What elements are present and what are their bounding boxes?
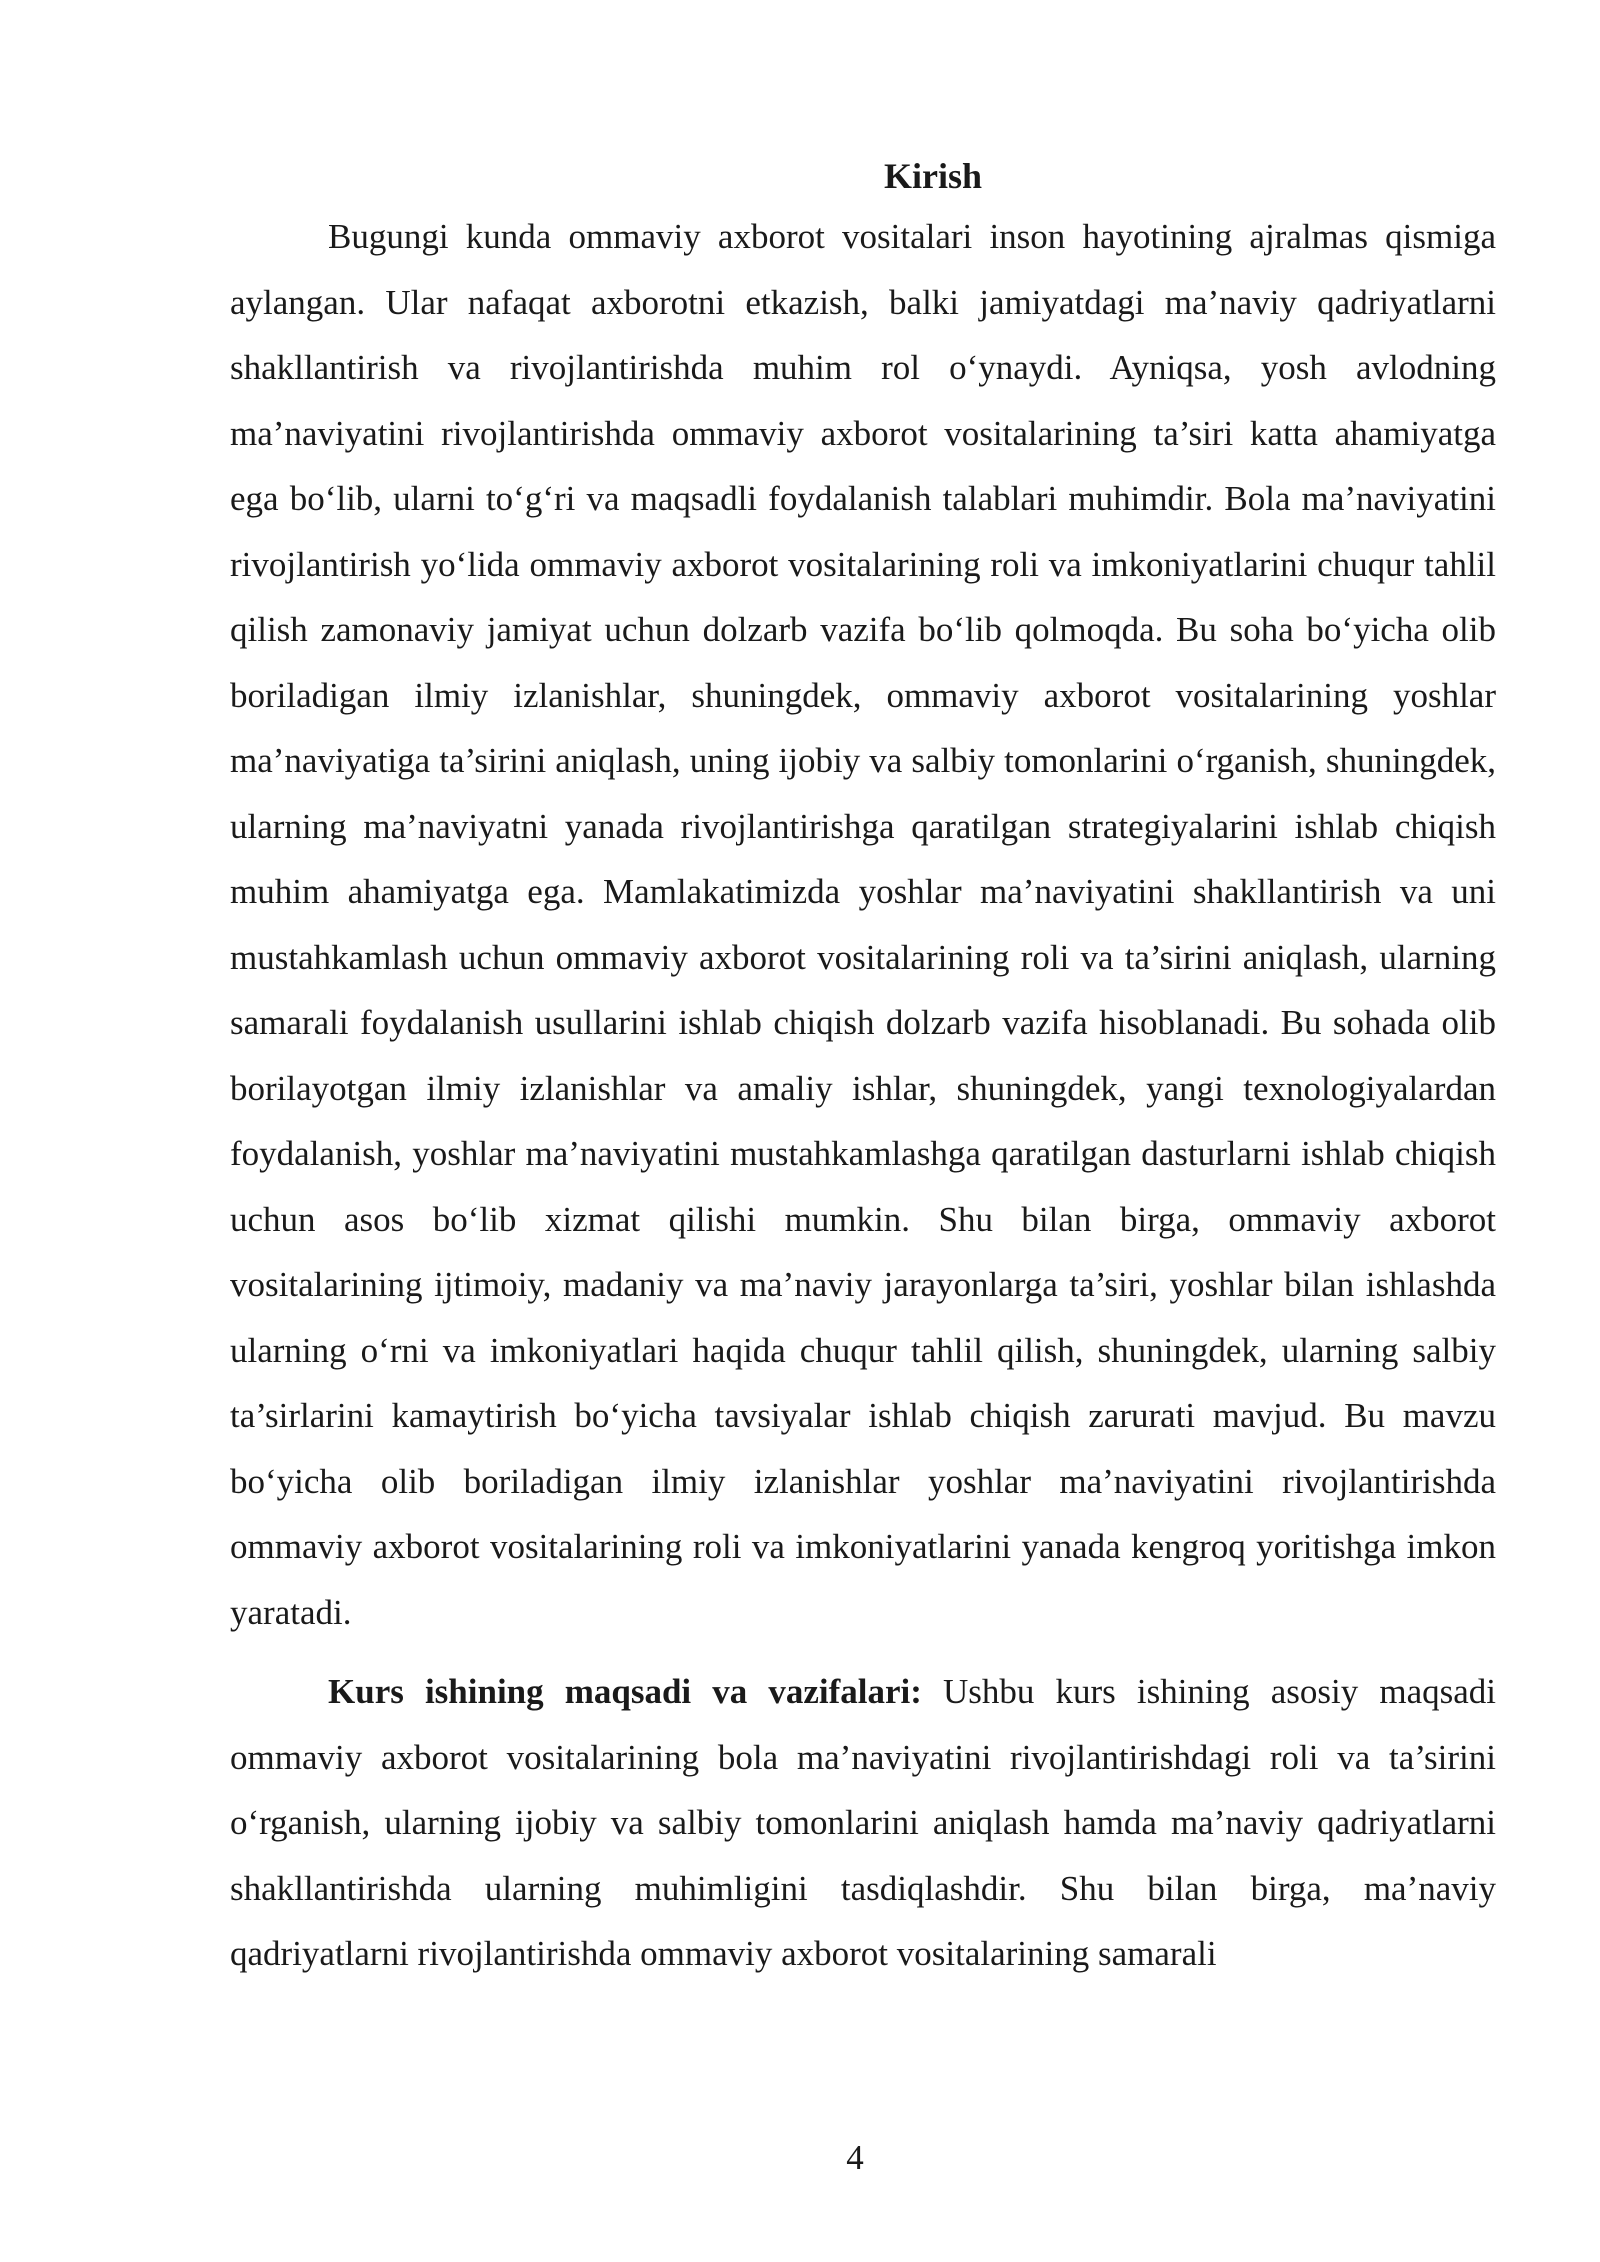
paragraph-lead: Kurs ishining maqsadi va vazifalari: xyxy=(328,1672,922,1711)
intro-paragraph xyxy=(230,204,1496,1645)
page-body xyxy=(230,148,1496,1987)
section-heading: Kirish xyxy=(883,156,982,196)
paragraph-text: Bugungi kunda ommaviy axborot vositalari inson hayotining ajralmas qismiga aylangan. Ular nafaqat axborotni etkazish, balki jamiyatdagi ma’naviy qadriyatlarni shakllantirish va rivojlantirishda muhim rol o‘ynaydi. Ayniqsa, yosh avlodning ma’naviyatini rivojlantirishda ommaviy axborot vositalarining ta’siri katta ahamiyatga ega bo‘lib, ularni to‘g‘ri va maqsadli foydalanish talablari muhimdir. Bola ma’naviyatini rivojlantirish yo‘lida ommaviy axborot vositalarining roli va imkoniyatlarini chuqur tahlil qilish zamonaviy jamiyat uchun dolzarb vazifa bo‘lib qolmoqda. Bu soha bo‘yicha olib boriladigan ilmiy izlanishlar, shuningdek, ommaviy axborot vositalarining yoshlar ma’naviyatiga ta’sirini aniqlash, uning ijobiy va salbiy tomonlarini o‘rganish, shuningdek, ularning ma’naviyatni yanada rivojlantirishga qaratilgan strategiyalarini ishlab chiqish muhim ahamiyatga ega. Mamlakatimizda yoshlar ma’naviyatini shakllantirish va uni mustahkamlash uchun ommaviy axborot vositalarining roli va ta’sirini aniqlash, ularning samarali foydalanish usullarini ishlab chiqish dolzarb vazifa hisoblanadi. Bu sohada olib borilayotgan ilmiy izlanishlar va amaliy ishlar, shuningdek, yangi texnologiyalardan foydalanish, yoshlar ma’naviyatini mustahkamlashga qaratilgan dasturlarni ishlab chiqish uchun asos bo‘lib xizmat qilishi mumkin. Shu bilan birga, ommaviy axborot vositalarining ijtimoiy, madaniy va ma’naviy jarayonlarga ta’siri, yoshlar bilan ishlashda ularning o‘rni va imkoniyatlari haqida chuqur tahlil qilish, shuningdek, ularning salbiy ta’sirlarini kamaytirish bo‘yicha tavsiyalar ishlab chiqish zarurati mavjud. Bu mavzu bo‘yicha olib boriladigan ilmiy izlanishlar yoshlar ma’naviyatini rivojlantirishda ommaviy axborot vositalarining roli va imkoniyatlarini yanada kengroq yoritishga imkon yaratadi. xyxy=(230,217,1496,1632)
goals-paragraph xyxy=(230,1659,1496,1987)
page-number: 4 xyxy=(846,2138,864,2177)
paragraph-text: Ushbu kurs ishining asosiy maqsadi ommaviy axborot vositalarining bola ma’naviyatini rivojlantirishdagi roli va ta’sirini o‘rganish, ularning ijobiy va salbiy tomonlarini aniqlash hamda ma’naviy qadriyatlarni shakllantirishda ularning muhimligini tasdiqlashdir. Shu bilan birga, ma’naviy qadriyatlarni rivojlantirishda ommaviy axborot vositalarining samarali xyxy=(230,1672,1496,1973)
